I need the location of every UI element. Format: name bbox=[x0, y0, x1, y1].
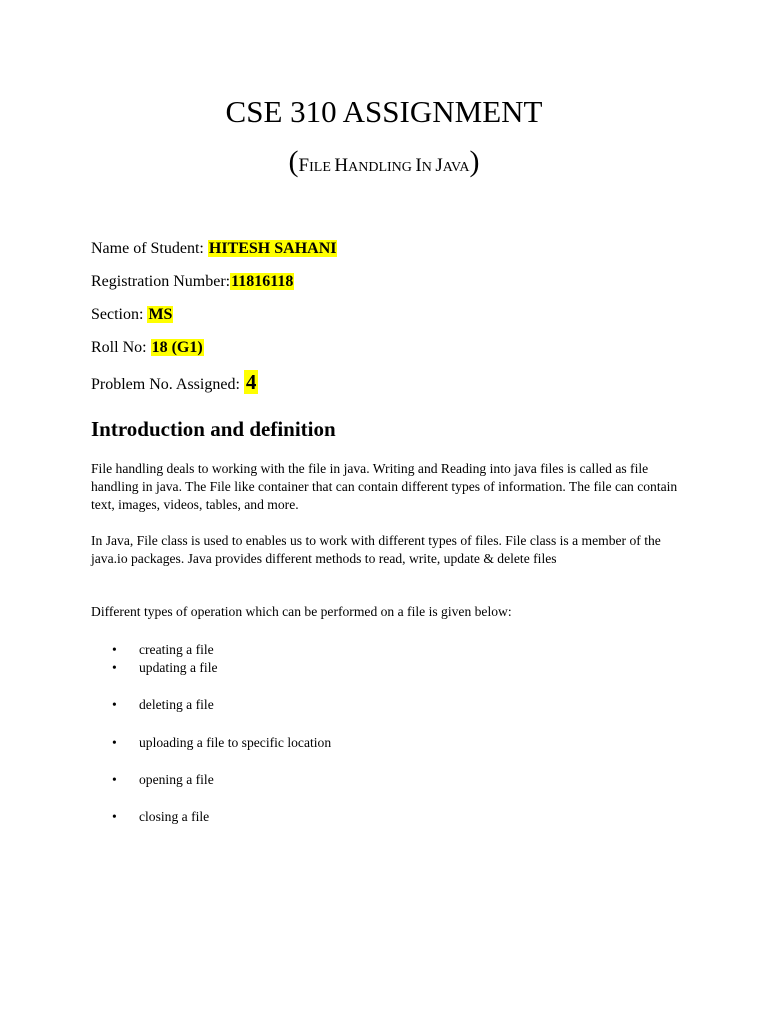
subtitle-open-paren: ( bbox=[288, 145, 299, 178]
registration-label: Registration Number: bbox=[91, 273, 231, 290]
list-item-text: creating a file bbox=[139, 642, 214, 657]
student-name-value: HITESH SAHANI bbox=[208, 240, 337, 257]
subtitle-word-2: ANDLING bbox=[348, 160, 416, 175]
subtitle-letter-3: I bbox=[415, 155, 422, 176]
problem-no-label: Problem No. Assigned: bbox=[91, 376, 244, 393]
list-item-text: updating a file bbox=[139, 660, 218, 675]
bullet-icon: • bbox=[112, 809, 117, 824]
subtitle-letter-4: J bbox=[435, 155, 443, 176]
document-subtitle bbox=[0, 144, 768, 186]
section-heading: Introduction and definition bbox=[91, 417, 336, 441]
bullet-icon: • bbox=[112, 772, 117, 787]
roll-no-field bbox=[91, 337, 204, 359]
subtitle-letter-2: H bbox=[334, 155, 349, 176]
section-field bbox=[91, 304, 173, 326]
list-item-text: deleting a file bbox=[139, 697, 214, 712]
section-label: Section: bbox=[91, 306, 148, 323]
student-name-label: Name of Student: bbox=[91, 240, 208, 257]
list-item-text: opening a file bbox=[139, 772, 214, 787]
registration-value: 11816118 bbox=[231, 273, 294, 290]
section-value: MS bbox=[148, 306, 173, 323]
subtitle-word-1: ILE bbox=[309, 160, 335, 175]
bullet-icon: • bbox=[112, 642, 117, 657]
paragraph-intro: File handling deals to working with the file in java. Writing and Reading into java files is called as file handling in java. The File like container that can contain different types of information. The file can contain text, images, videos, tables, and more. bbox=[91, 461, 678, 512]
registration-field bbox=[91, 271, 294, 293]
bullet-icon: • bbox=[112, 735, 117, 750]
list-item-text: closing a file bbox=[139, 809, 210, 824]
list-item-text: uploading a file to specific location bbox=[139, 735, 332, 750]
document-title: CSE 310 ASSIGNMENT bbox=[225, 94, 543, 129]
subtitle-letter-1: F bbox=[298, 155, 310, 176]
roll-no-label: Roll No: bbox=[91, 339, 151, 356]
paragraph-operations-intro: Different types of operation which can be performed on a file is given below: bbox=[91, 604, 512, 619]
problem-no-value: 4 bbox=[245, 370, 257, 394]
roll-no-value: 18 (G1) bbox=[151, 339, 203, 356]
subtitle-word-3: N bbox=[421, 160, 436, 175]
paragraph-file-class: In Java, File class is used to enables us to work with different types of files. File class is a member of the java.io packages. Java provides different methods to read, write, update & delete files bbox=[91, 533, 661, 566]
bullet-icon: • bbox=[112, 660, 117, 675]
student-name-field bbox=[91, 238, 337, 260]
bullet-icon: • bbox=[112, 697, 117, 712]
subtitle-close-paren: ) bbox=[469, 145, 480, 178]
problem-no-field bbox=[91, 371, 258, 396]
subtitle-word-4: AVA bbox=[442, 160, 470, 175]
